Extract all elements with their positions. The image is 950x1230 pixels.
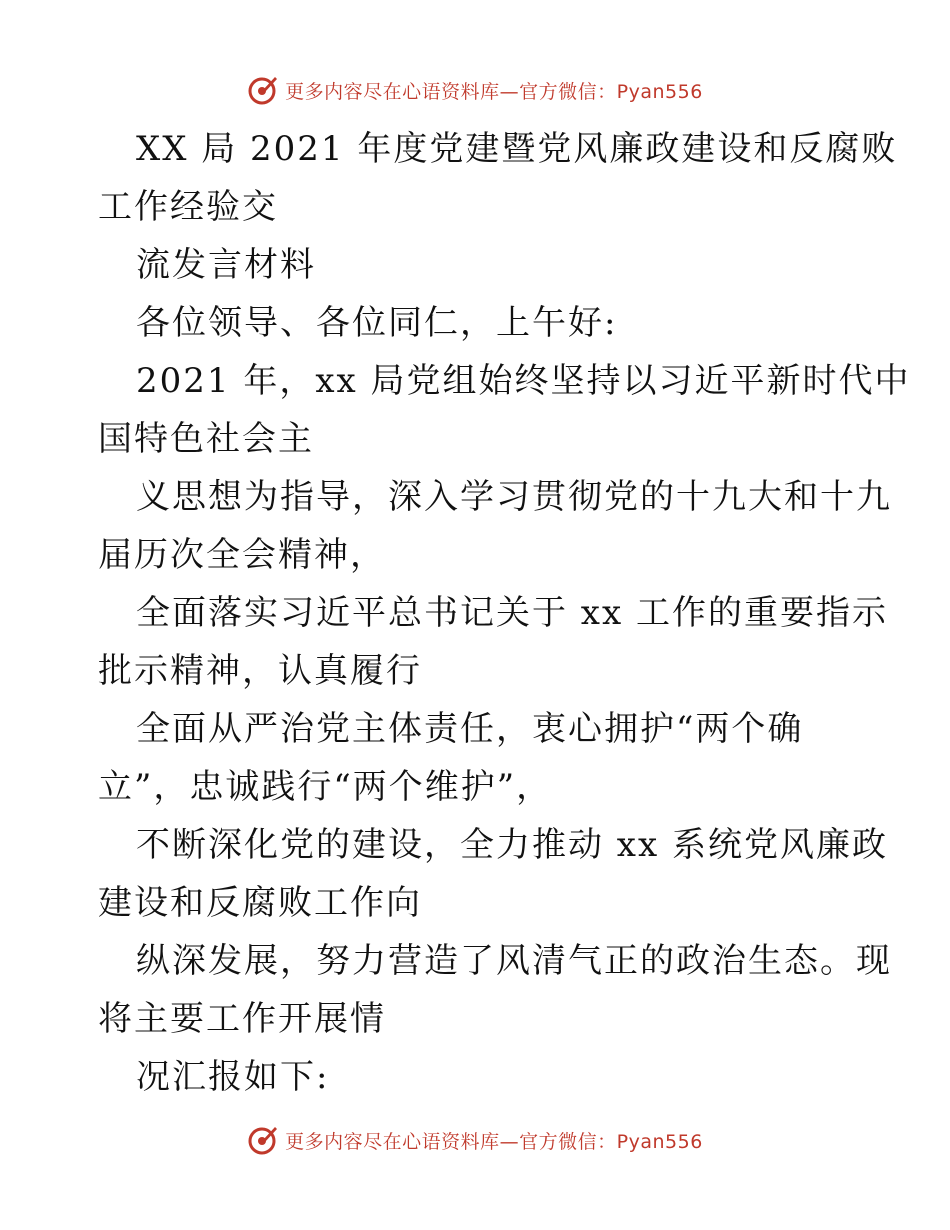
document-line: 况汇报如下: xyxy=(136,1057,330,1097)
footer-banner-main: 更多内容尽在心语资料库 xyxy=(285,1130,500,1153)
document-line: 批示精神，认真履行 xyxy=(98,651,422,691)
pen-logo-icon xyxy=(247,74,279,106)
document-line: 2021 年，xx 局党组始终坚持以习近平新时代中 xyxy=(136,361,911,401)
document-line: 国特色社会主 xyxy=(98,419,314,459)
header-banner-text xyxy=(285,77,703,104)
header-banner-dash: — xyxy=(499,80,520,103)
footer-banner xyxy=(0,1120,950,1160)
header-banner-contact: 官方微信：Pyan556 xyxy=(519,80,703,103)
footer-banner-content xyxy=(247,1124,703,1156)
footer-banner-text xyxy=(285,1127,703,1154)
document-line: 各位领导、各位同仁，上午好: xyxy=(136,303,618,343)
document-line: 全面从严治党主体责任，衷心拥护“两个确 xyxy=(136,709,804,749)
document-line: 工作经验交 xyxy=(98,187,278,227)
pen-logo-icon xyxy=(247,1124,279,1156)
document-line: 纵深发展，努力营造了风清气正的政治生态。现 xyxy=(136,941,892,981)
document-line: 流发言材料 xyxy=(136,245,316,285)
document-line: 全面落实习近平总书记关于 xx 工作的重要指示 xyxy=(136,593,888,633)
footer-banner-contact: 官方微信：Pyan556 xyxy=(519,1130,703,1153)
document-line: 不断深化党的建设，全力推动 xx 系统党风廉政 xyxy=(136,825,888,865)
header-banner-main: 更多内容尽在心语资料库 xyxy=(285,80,500,103)
document-line: 义思想为指导，深入学习贯彻党的十九大和十九 xyxy=(136,477,892,517)
document-line: 立”，忠诚践行“两个维护”， xyxy=(98,767,553,807)
header-banner-content xyxy=(247,74,703,106)
document-line: XX 局 2021 年度党建暨党风廉政建设和反腐败 xyxy=(136,129,898,169)
header-banner xyxy=(0,70,950,110)
document-line: 建设和反腐败工作向 xyxy=(98,883,422,923)
footer-banner-dash: — xyxy=(499,1130,520,1153)
document-body xyxy=(98,120,911,1106)
document-line: 届历次全会精神， xyxy=(98,535,386,575)
document-line: 将主要工作开展情 xyxy=(98,999,386,1039)
